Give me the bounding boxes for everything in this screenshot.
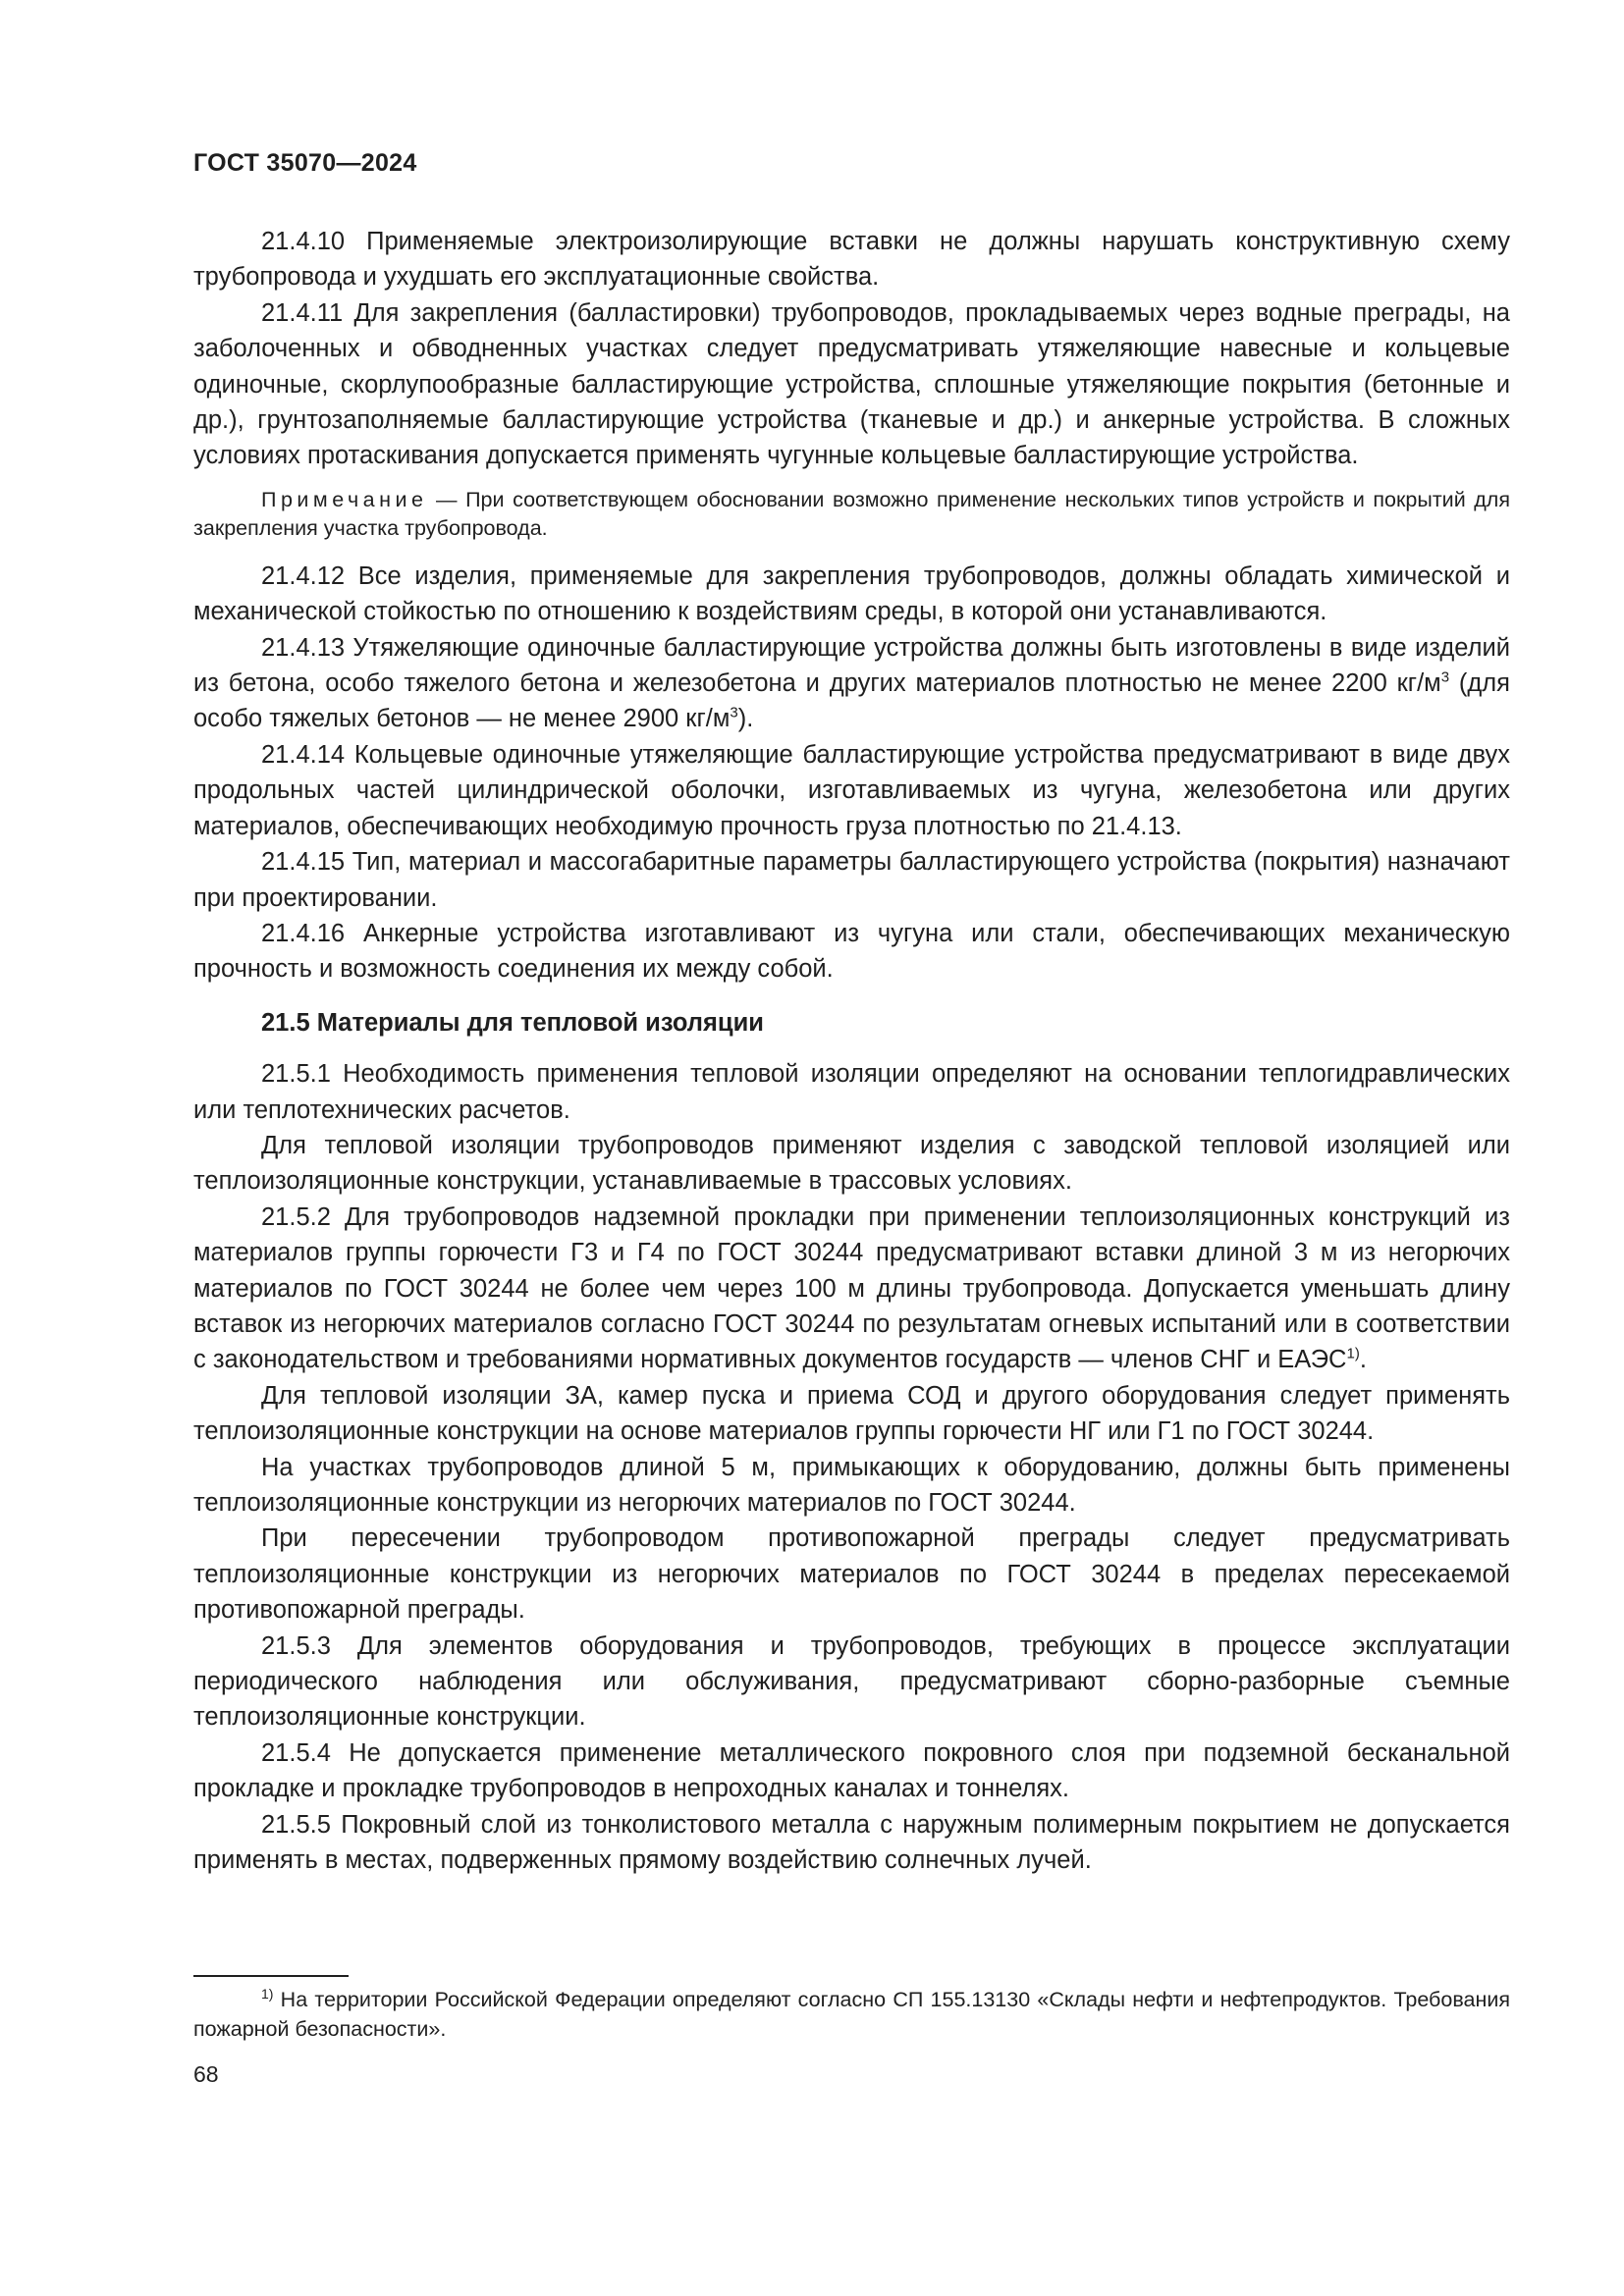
clause-21-4-16: 21.4.16 Анкерные устройства изготавливают из чугуна или стали, обеспечивающих механическую прочность и возможность соединения их между собой. <box>193 919 1510 984</box>
footnote <box>193 1985 1510 2044</box>
clause-21-4-14: 21.4.14 Кольцевые одиночные утяжеляющие балластирующие устройства предусматривают в виде двух продольных частей цилиндрической оболочки, изготавливаемых из чугуна, железобетона или других материалов, обеспечивающих необходимую прочность груза плотностью по 21.4.13. <box>193 740 1510 840</box>
footnote-marker: 1) <box>261 1985 274 2002</box>
page-number: 68 <box>193 2061 219 2087</box>
clause-21-4-13-text-a: 21.4.13 Утяжеляющие одиночные балластирующие устройства должны быть изготовлены в виде изделий из бетона, особо тяжелого бетона и железобетона и других материалов плотностью не менее 2200 кг/м <box>193 633 1510 698</box>
note-text: — При соответствующем обосновании возможно применение нескольких типов устройств и покрытий для закрепления участка трубопровода. <box>193 487 1510 540</box>
clause-21-5-4: 21.5.4 Не допускается применение металлического покровного слоя при подземной бесканальной прокладке и прокладке трубопроводов в непроходных каналах и тоннелях. <box>193 1738 1510 1803</box>
clause-21-4-13-text-c: ). <box>737 705 754 733</box>
clause-21-5-2 <box>193 1200 1510 1378</box>
clause-21-4-13 <box>193 630 1510 737</box>
clause-21-4-12: 21.4.12 Все изделия, применяемые для закрепления трубопроводов, должны обладать химической и механической стойкостью по отношению к воздействиям среды, в которой они устанавливаются. <box>193 561 1510 626</box>
footnote-text: На территории Российской Федерации определяют согласно СП 155.13130 «Склады нефти и нефтепродуктов. Требования пожарной безопасности». <box>193 1988 1510 2041</box>
section-heading-21-5: 21.5 Материалы для тепловой изоляции <box>261 1008 764 1037</box>
clause-21-5-1-continued: Для тепловой изоляции трубопроводов применяют изделия с заводской тепловой изоляцией или теплоизоляционные конструкции, устанавливаемые в трассовых условиях. <box>193 1131 1510 1196</box>
clause-21-4-10: 21.4.10 Применяемые электроизолирующие вставки не должны нарушать конструктивную схему трубопровода и ухудшать его эксплуатационные свойства. <box>193 228 1510 292</box>
note <box>193 486 1510 543</box>
clause-21-5-2-fire-barrier: При пересечении трубопроводом противопожарной преграды следует предусматривать теплоизоляционные конструкции из негорючих материалов по ГОСТ 30244 в пределах пересекаемой противопожарной преграды. <box>193 1524 1510 1625</box>
superscript-cubed: 3 <box>730 704 738 721</box>
clause-21-5-2-text: 21.5.2 Для трубопроводов надземной прокладки при применении теплоизоляционных конструкций из материалов группы горючести Г3 и Г4 по ГОСТ 30244 предусматривают вставки длиной 3 м из негорючих материалов по ГОСТ 30244 не более чем через 100 м длины трубопровода. Допускается уменьшать длину вставок из негорючих материалов согласно ГОСТ 30244 по результатам огневых испытаний или в соответствии с законодательством и требованиями нормативных документов государств — членов СНГ и ЕАЭС <box>193 1202 1510 1374</box>
clause-21-5-2-end: . <box>1359 1346 1367 1374</box>
note-label: Примечание <box>261 487 428 511</box>
superscript-cubed: 3 <box>1440 668 1450 686</box>
clause-21-5-5: 21.5.5 Покровный слой из тонколистового металла с наружным полимерным покрытием не допускается применять в местах, подверженных прямому воздействию солнечных лучей. <box>193 1810 1510 1875</box>
page-body <box>193 224 1510 1878</box>
standard-designation: ГОСТ 35070—2024 <box>193 149 417 177</box>
clause-21-5-2-zone-equipment: Для тепловой изоляции ЗА, камер пуска и приема СОД и другого оборудования следует применять теплоизоляционные конструкции на основе материалов группы горючести НГ или Г1 по ГОСТ 30244. <box>193 1381 1510 1446</box>
clause-21-4-13-text-b: (для особо тяжелых бетонов — не менее 2900 кг/м <box>193 669 1510 733</box>
clause-21-5-2-adjacent-sections: На участках трубопроводов длиной 5 м, примыкающих к оборудованию, должны быть применены теплоизоляционные конструкции из негорючих материалов по ГОСТ 30244. <box>193 1453 1510 1517</box>
clause-21-4-15: 21.4.15 Тип, материал и массогабаритные параметры балластирующего устройства (покрытия) назначают при проектировании. <box>193 848 1510 912</box>
clause-21-4-11: 21.4.11 Для закрепления (балластировки) трубопроводов, прокладываемых через водные преграды, на заболоченных и обводненных участках следует предусматривать утяжеляющие навесные и кольцевые одиночные, скорлупообразные балластирующие устройства, сплошные утяжеляющие покрытия (бетонные и др.), грунтозаполняемые балластирующие устройства (тканевые и др.) и анкерные устройства. В сложных условиях протаскивания допускается применять чугунные кольцевые балластирующие устройства. <box>193 298 1510 470</box>
footnote-divider <box>193 1975 349 1977</box>
clause-21-5-1: 21.5.1 Необходимость применения тепловой изоляции определяют на основании теплогидравлических или теплотехнических расчетов. <box>193 1060 1510 1124</box>
clause-21-5-3: 21.5.3 Для элементов оборудования и трубопроводов, требующих в процессе эксплуатации периодического наблюдения или обслуживания, предусматривают сборно-разборные съемные теплоизоляционные конструкции. <box>193 1631 1510 1732</box>
footnote-reference: 1) <box>1346 1345 1360 1362</box>
